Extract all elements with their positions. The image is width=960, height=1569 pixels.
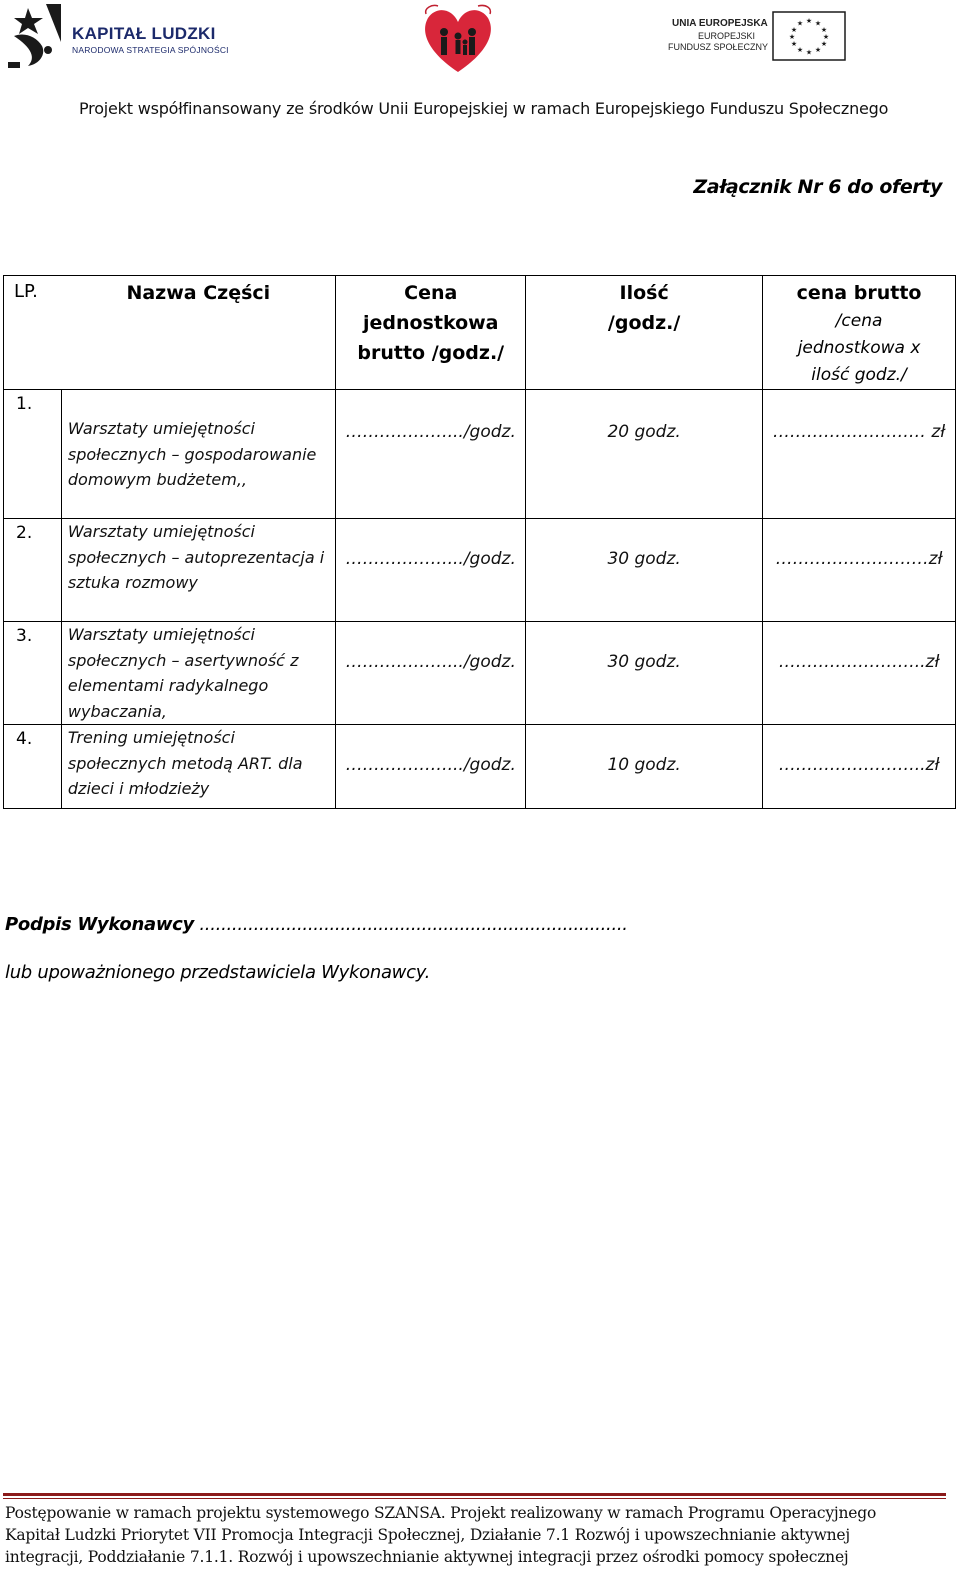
- table-row: [4, 519, 956, 622]
- eu-flag-icon: [772, 11, 846, 61]
- header-total-sub: /cena jednostkowa x ilość godz./: [797, 311, 921, 385]
- header-lp: LP.: [4, 276, 62, 390]
- header-name: [61, 276, 335, 390]
- footer: [5, 1502, 957, 1568]
- signature-line: [5, 914, 628, 935]
- signature-dots: ...............................................................................: [199, 914, 628, 935]
- table-row: [4, 390, 956, 519]
- svg-text:★: ★: [790, 40, 798, 48]
- kapital-ludzki-subtitle: NARODOWA STRATEGIA SPÓJNOŚCI: [72, 45, 229, 55]
- signature-label: Podpis Wykonawcy: [5, 914, 194, 935]
- row-name-text: Trening umiejętności społecznych metodą ART. dla dzieci i młodzieży: [67, 728, 303, 798]
- header-total: [763, 276, 956, 390]
- row-total: ……………………..zł: [763, 622, 956, 725]
- row-qty: 10 godz.: [526, 725, 763, 809]
- row-price: ……………….../godz.: [336, 725, 526, 809]
- row-number: 4.: [4, 725, 62, 809]
- footer-line-2: Kapitał Ludzki Priorytet VII Promocja Integracji Społecznej, Działanie 7.1 Rozwój i upowszechnianie aktywnej: [5, 1526, 851, 1544]
- footer-divider: [3, 1493, 946, 1496]
- row-number: 2.: [4, 519, 62, 622]
- row-total: ………………………zł: [763, 519, 956, 622]
- row-qty: 30 godz.: [526, 622, 763, 725]
- row-name: [61, 725, 335, 809]
- kapital-ludzki-title: KAPITAŁ LUDZKI: [72, 24, 216, 43]
- row-qty: 20 godz.: [526, 390, 763, 519]
- row-total: ……………………… zł: [763, 390, 956, 519]
- cofinance-statement: Projekt współfinansowany ze środków Unii Europejskiej w ramach Europejskiego Funduszu Społecznego: [79, 99, 889, 118]
- row-name: [61, 519, 335, 622]
- footer-line-3: integracji, Poddziałanie 7.1.1. Rozwój i upowszechnianie aktywnej integracji przez ośrodki pomocy społecznej: [5, 1548, 849, 1566]
- eu-line3: FUNDUSZ SPOŁECZNY: [668, 42, 769, 52]
- svg-text:★: ★: [820, 40, 828, 48]
- footer-divider-thin: [3, 1498, 946, 1499]
- kapital-ludzki-emblem-icon: [6, 2, 66, 70]
- svg-text:★: ★: [796, 19, 804, 28]
- eu-title: UNIA EUROPEJSKA: [672, 18, 768, 29]
- eu-logo: [668, 10, 848, 64]
- row-name-text: Warsztaty umiejętności społecznych – asertywność z elementami radykalnego wybaczania,: [67, 625, 299, 721]
- row-number: 1.: [4, 390, 62, 519]
- offer-table: [3, 275, 956, 809]
- row-name-text: Warsztaty umiejętności społecznych – gospodarowanie domowym budżetem,,: [67, 419, 317, 489]
- row-price: ……………….../godz.: [336, 519, 526, 622]
- svg-text:★: ★: [796, 46, 804, 54]
- row-total: ……………………..zł: [763, 725, 956, 809]
- row-name-text: Warsztaty umiejętności społecznych – autoprezentacja i sztuka rozmowy: [67, 522, 325, 592]
- kapital-ludzki-logo: [6, 2, 241, 72]
- svg-text:★: ★: [814, 19, 822, 28]
- table-row: [4, 725, 956, 809]
- header-qty: Ilość /godz./: [526, 276, 763, 390]
- eu-line2: EUROPEJSKI: [698, 31, 756, 41]
- svg-text:★: ★: [822, 33, 830, 41]
- row-price: ……………….../godz.: [336, 622, 526, 725]
- footer-line-1: Postępowanie w ramach projektu systemowego SZANSA. Projekt realizowany w ramach Programu Operacyjnego: [5, 1504, 877, 1522]
- table-header-row: [4, 276, 956, 390]
- row-qty: 30 godz.: [526, 519, 763, 622]
- row-name: [61, 622, 335, 725]
- svg-text:★: ★: [814, 46, 822, 54]
- project-heart-logo: [418, 2, 498, 76]
- svg-text:★: ★: [805, 17, 813, 25]
- svg-text:★: ★: [805, 48, 813, 57]
- row-number: 3.: [4, 622, 62, 725]
- annex-title: Załącznik Nr 6 do oferty: [693, 176, 942, 198]
- svg-text:★: ★: [788, 33, 796, 41]
- header-unit-price: Cena jednostkowa brutto /godz./: [336, 276, 526, 390]
- heart-family-icon: [418, 2, 498, 76]
- signature-representative: lub upoważnionego przedstawiciela Wykonawcy.: [5, 962, 431, 983]
- header-name-text: Nazwa Części: [126, 282, 271, 304]
- row-price: ……………….../godz.: [336, 390, 526, 519]
- row-name: [61, 390, 335, 519]
- svg-text:★: ★: [790, 26, 798, 34]
- header-total-text: cena brutto: [796, 282, 922, 304]
- table-row: [4, 622, 956, 725]
- svg-text:★: ★: [820, 26, 828, 34]
